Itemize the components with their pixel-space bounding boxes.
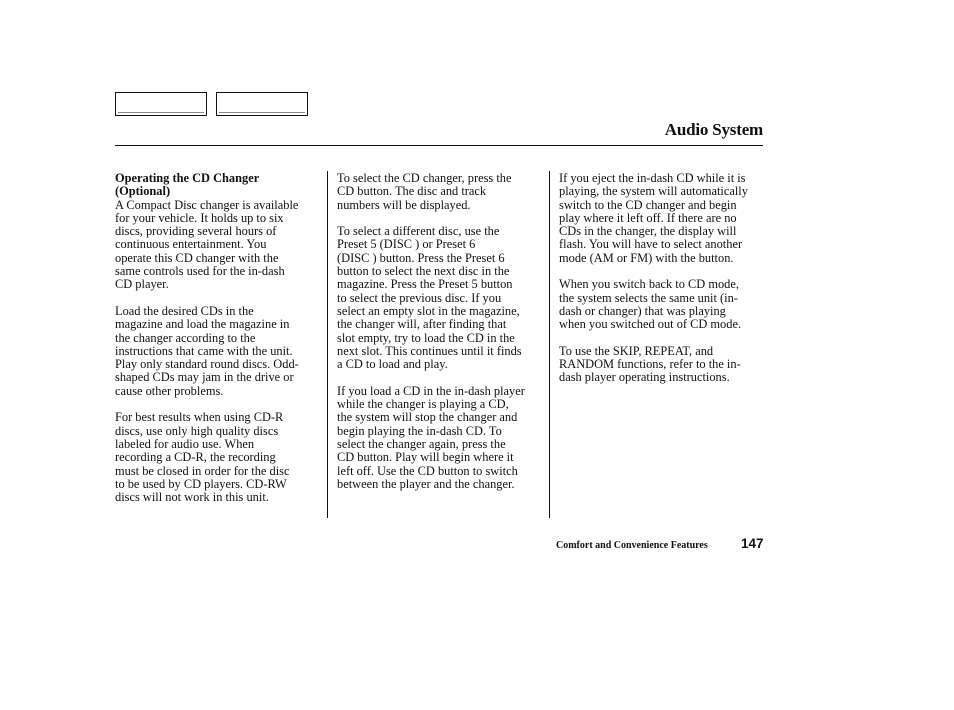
text-column-1 bbox=[115, 172, 320, 518]
text-column-3 bbox=[559, 172, 764, 398]
paragraph: For best results when using CD-R discs, use only high quality discs labeled for audio use. When recording a CD-R, the recording must be closed in order for the disc to be used by CD players. CD-RW discs will not work in this unit. bbox=[115, 410, 290, 505]
paragraph: If you eject the in-dash CD while it is playing, the system will automatically switch to the CD changer and begin play where it left off. If there are no CDs in the changer, the display will flash. You will have to select another mode (AM or FM) with the button. bbox=[559, 171, 748, 265]
paragraph: To select a different disc, use the Preset 5 (DISC ) or Preset 6 (DISC ) button. Press the Preset 6 button to select the next disc in the magazine. Press the Preset 5 button to select the previous disc. If you select an empty slot in the magazine, the changer will, after finding that slot empty, try to load the CD in the next slot. This continues until it finds a CD to load and play. bbox=[337, 224, 522, 372]
paragraph: When you switch back to CD mode, the system selects the same unit (in- dash or changer) that was playing when you switched out of CD mode. bbox=[559, 277, 742, 332]
page-number: 147 bbox=[741, 536, 764, 551]
section-heading: Operating the CD Changer (Optional) bbox=[115, 171, 260, 199]
paragraph: If you load a CD in the in-dash player while the changer is playing a CD, the system will stop the changer and begin playing the in-dash CD. To select the changer again, press the CD button. Play will begin where it left off. Use the CD button to switch between the player and the changer. bbox=[337, 383, 525, 491]
footer-section-label: Comfort and Convenience Features bbox=[556, 540, 708, 551]
prev-page-button[interactable] bbox=[115, 92, 207, 116]
text-column-2 bbox=[337, 172, 542, 504]
header-rule bbox=[115, 145, 763, 146]
page-title: Audio System bbox=[664, 120, 763, 139]
paragraph: To select the CD changer, press the CD button. The disc and track numbers will be displayed. bbox=[337, 171, 512, 212]
paragraph: Load the desired CDs in the magazine and load the magazine in the changer according to the instructions that came with the unit. Play only standard round discs. Odd- shaped CDs may jam in the drive or cause other problems. bbox=[115, 303, 299, 398]
paragraph: To use the SKIP, REPEAT, and RANDOM functions, refer to the in- dash player operating instructions. bbox=[559, 343, 741, 385]
column-divider bbox=[549, 171, 550, 518]
paragraph: A Compact Disc changer is available for your vehicle. It holds up to six discs, providing several hours of continuous entertainment. You operate this CD changer with the same controls used for the in-dash CD player. bbox=[115, 197, 299, 292]
column-divider bbox=[327, 171, 328, 518]
next-page-button[interactable] bbox=[216, 92, 308, 116]
